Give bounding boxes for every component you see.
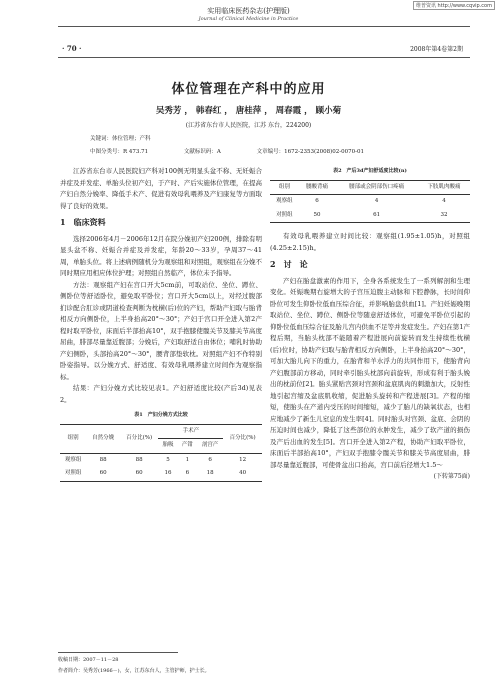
table-cell: 18 — [206, 470, 214, 476]
table-cell: 观察组 — [64, 456, 82, 463]
table-cell: 6 — [185, 470, 190, 476]
classification-line — [90, 147, 398, 155]
table1-header-cs: 剖宫产 — [201, 442, 219, 448]
table-cell: 40 — [239, 470, 247, 476]
table2-header-wound: 腰部或会阴部伤口疼痛 — [349, 183, 405, 190]
intro-paragraph: 江苏省东台市人民医院妇产科对100例无明显头盆不称、无妊娠合并症及并发症、单胎头位初产妇，于产时、产后实施体位管理，在提高产妇自然分娩率、降低手术产、促进有效母乳喂养及产妇康复等方面取得了良好的效果。 — [60, 167, 262, 210]
journal-name: 实用临床医药杂志(护理版) — [207, 7, 290, 15]
table-cell: 观察组 — [276, 198, 293, 204]
table-cell: 88 — [99, 456, 107, 463]
article-title: 体位管理在产科中的应用 — [171, 82, 326, 97]
journal-name-en: Journal of Clinical Medicine in Practice — [198, 16, 299, 22]
right-column — [270, 166, 470, 483]
table-cell: 88 — [135, 456, 143, 463]
header-divider — [58, 26, 470, 27]
table1-header-natural: 自然分娩 — [92, 434, 115, 441]
table-cell: 6 — [315, 198, 319, 204]
table1-header-forceps: 胎吸 — [162, 442, 174, 448]
table-cell: 4 — [374, 198, 379, 204]
watermark[interactable]: 维普资讯 http://www.cqvip.com — [413, 1, 495, 10]
paragraph-methods: 方法：观察组产妇在宫口开大5cm前，可取站位、坐位、蹲位、侧卧位等舒适卧位，避免取平卧位；宫口开大5cm以上，对经过腹部扪诊配合肛诊或阴道检查判断为枕横(后)位的产妇，帮助产妇取与胎背相反方向侧卧位，上半身抬高20°～30°；产妇于宫口开全进入第2产程时取平卧位，床面后半部抬高10°，双手抱膝使髋关节及膝关节高度屈曲，腓部尽量靠近腹部；分娩后，产妇取舒适自由体位；哺乳时协助产妇侧卧，头部抬高20°～30°，腰背部垫软枕。对照组产妇不作特别卧姿指导。以分娩方式、舒适度、有效母乳喂养建立时间作为观察指标。 — [60, 280, 262, 381]
section-heading-2: 2 讨 论 — [270, 259, 308, 269]
table1 — [60, 424, 262, 482]
table-cell: 60 — [99, 470, 107, 476]
table-cell: 1 — [185, 456, 190, 463]
page-number: · 70 · — [62, 44, 82, 53]
paragraph-discussion: 产妇在胎盘激素的作用下，全身各系统发生了一系列解剖和生理变化。妊娠晚期右旋增大的子宫压迫腹主动脉和下腔静脉，长时间仰卧位可发生仰卧位低血压综合征，并影响胎盘供血[1]。产妇妊娠晚期取站位、坐位、蹲位、侧卧位等随意舒适体位，可避免平卧位引起的仰卧位低血压综合征及胎儿宫内供血不足等并发症发生。产妇在第1产程后期，当胎头枕部不能随着产程进展向前旋转而发生持续性枕横(后)位时，协助产妇取与胎背相反方向侧卧，上半身抬高20°～30°，可加大胎儿向下的重力，在胎背和羊水浮力的共同作用下，使胎背向产妇腹部前方移动，同时牵引胎头枕部向前旋转，形成有利于胎头娩出的枕前位[2]。胎头紧贴宫颈对宫颈和盆底肌肉的刺激加大，反射性地引起宫缩及盆底肌收缩，促进胎头旋转和产程进展[3]。产程的缩短，使胎头在产道内受压的时间缩短，减少了胎儿的缺氧状态，也相应地减少了新生儿窒息的发生率[4]。同时胎头对宫颈、盆底、会阴的压迫时间也减少，降低了这些部位的水肿发生，减少了软产道的损伤及产后出血的发生[5]。宫口开全进入第2产程，协助产妇取平卧位，床面后半部抬高10°，产妇双手抱膝令髋关节和膝关节高度屈曲，腓部尽量靠近腹部，可使骨盆出口抬高，宫口前后径增大1.5～ — [270, 276, 470, 469]
keywords: 关键词：体位管理；产科 — [90, 136, 151, 142]
table2-caption: 表2 产后3d产妇舒适度比较(n) — [333, 168, 407, 174]
paragraph-breastfeeding: 有效母乳喂养建立时间比较：观察组(1.95±1.05)h，对照组(4.25±2.15)h。 — [270, 232, 470, 252]
affiliation: (江苏省东台市人民医院，江苏 东台，224200) — [185, 122, 312, 129]
table-cell: 50 — [313, 211, 321, 218]
table1-header-breech: 产钳 — [181, 442, 193, 448]
table2-header-back: 腰酸背痛 — [306, 183, 329, 190]
table-cell: 5 — [166, 456, 170, 463]
left-column — [60, 166, 262, 482]
doc-code: 文献标识码：A — [183, 149, 221, 155]
table2-header-group: 组别 — [278, 183, 290, 190]
table1-header-pct: 百分比(%) — [126, 434, 153, 441]
footnote-rule — [58, 652, 178, 653]
table-cell: 16 — [164, 470, 172, 476]
table-cell: 12 — [239, 456, 247, 463]
table1-header-group: 组别 — [67, 434, 79, 441]
table2 — [270, 180, 470, 224]
table-cell: 对照组 — [276, 211, 293, 218]
section-heading-1: 1 临床资料 — [60, 217, 106, 227]
table-cell: 4 — [442, 198, 446, 204]
article-number: 文章编号：1672-2353(2008)02-0070-01 — [256, 149, 364, 155]
received-date: 收稿日期：2007－11－28 — [58, 657, 119, 663]
table-cell: 61 — [373, 211, 381, 218]
table-cell: 6 — [208, 456, 212, 463]
continued-note: (下转第75面) — [433, 473, 470, 480]
paragraph-materials: 选择2006年4月－2006年12月在院分娩初产妇200例，排除有明显头盆不称、妊娠合并症及并发症，年龄20～33岁，孕周37～41周，单胎头位。将上述病例随机分为观察组和对照组，观察组在分娩不同时期应用相应体位护理；对照组自然临产，体位未予指导。 — [60, 234, 262, 277]
author-info: 作者简介：吴秀芳(1966－)，女，江苏东台人，主管护师，护士长。 — [58, 668, 210, 674]
table1-header-surgery: 手术产 — [158, 424, 223, 439]
header-rule — [58, 57, 470, 58]
issue-info: 2008年第4卷第2期 — [410, 46, 463, 53]
table-cell: 对照组 — [64, 470, 82, 476]
authors: 吴秀芳 ， 韩春红 ， 唐桂萍 ， 周春霞 ， 顾小菊 — [155, 106, 342, 116]
table-cell: 32 — [440, 211, 448, 218]
table-cell: 60 — [135, 470, 143, 476]
paragraph-results: 结果：产妇分娩方式比较见表1。产妇舒适度比较(产后3d)见表2。 — [60, 384, 262, 404]
clc-number: 中图分类号：R 473.71 — [90, 149, 149, 155]
table1-caption: 表1 产妇分娩方式比较 — [134, 412, 188, 418]
table2-header-legs: 下肢肌肉酸痛 — [427, 183, 461, 190]
table1-header-pct2: 百分比(%) — [229, 434, 256, 441]
